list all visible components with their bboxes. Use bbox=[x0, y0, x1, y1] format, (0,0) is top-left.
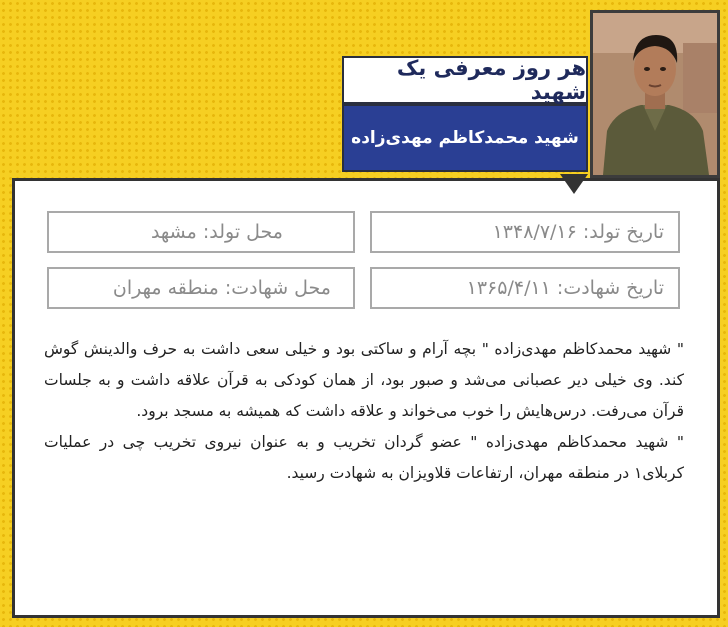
birth-date-text: تاریخ تولد: ۱۳۴۸/۷/۱۶ bbox=[492, 221, 664, 243]
bio-paragraph-1: " شهید محمدکاظم مهدی‌زاده " بچه آرام و ساکتی بود و خیلی سعی داشت به حرف والدینش گوش کند. وی خیلی دیر عصبانی می‌شد و صبور بود، از همان کودکی به قرآن علاقه داشت و به جلسات قرآن می‌رفت. درس‌هایش را خوب می‌خواند و علاقه داشت که همیشه به مسجد برود. bbox=[44, 340, 684, 420]
bio-paragraph-2: " شهید محمدکاظم مهدی‌زاده " عضو گردان تخریب و به عنوان نیروی تخریب چی در عملیات کربلای۱ در منطقه مهران، ارتفاعات قلاویزان به شهادت رسید. bbox=[44, 433, 684, 482]
card-notch bbox=[560, 174, 588, 194]
martyr-name-text: شهید محمدکاظم مهدی‌زاده bbox=[351, 128, 579, 148]
martyrdom-date-field bbox=[370, 267, 680, 309]
martyr-name-banner bbox=[342, 104, 588, 172]
martyrdom-place-field bbox=[47, 267, 355, 309]
martyrdom-place-text: محل شهادت: منطقه مهران bbox=[112, 277, 331, 299]
martyr-photo bbox=[590, 10, 720, 178]
birth-place-field bbox=[47, 211, 355, 253]
series-title bbox=[342, 56, 588, 104]
biography bbox=[44, 334, 684, 489]
martyrdom-date-text: تاریخ شهادت: ۱۳۶۵/۴/۱۱ bbox=[466, 277, 664, 299]
birth-date-field bbox=[370, 211, 680, 253]
birth-place-text: محل تولد: مشهد bbox=[150, 221, 283, 243]
series-title-text: هر روز معرفی یک شهید bbox=[396, 56, 586, 104]
